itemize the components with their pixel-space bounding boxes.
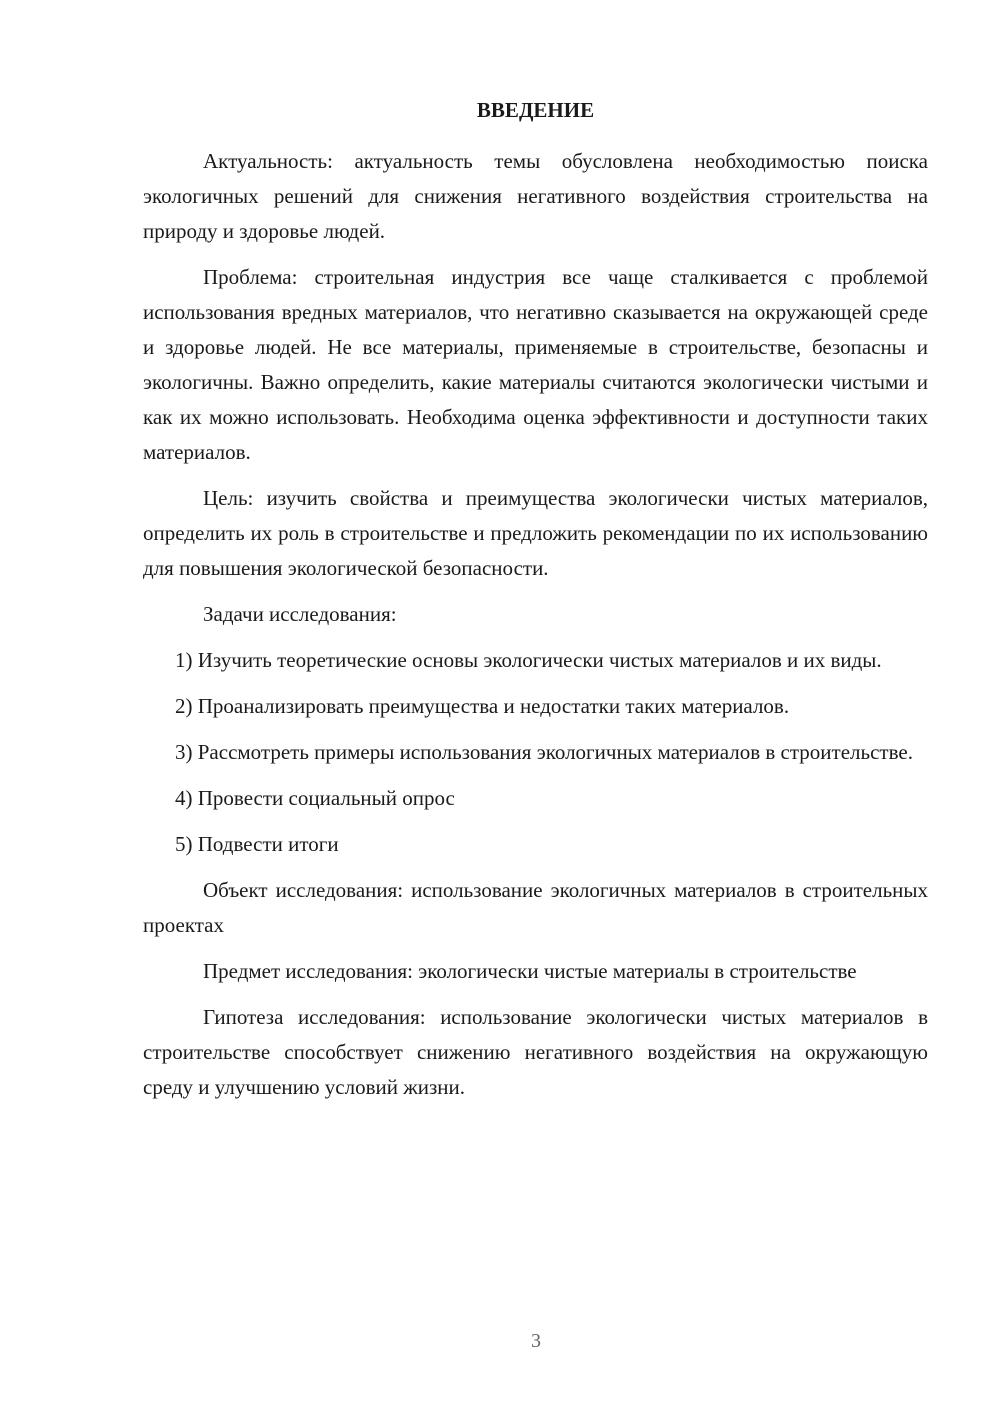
page-title: ВВЕДЕНИЕ bbox=[476, 98, 595, 122]
task-item-3: 3) Рассмотреть примеры использования экологичных материалов в строительстве. bbox=[175, 740, 913, 764]
task-item-5: 5) Подвести итоги bbox=[175, 832, 339, 856]
object-paragraph: Объект исследования: использование экологичных материалов в строительных проектах bbox=[143, 878, 928, 937]
task-item-1: 1) Изучить теоретические основы экологически чистых материалов и их виды. bbox=[175, 648, 882, 672]
hypothesis-paragraph: Гипотеза исследования: использование экологически чистых материалов в строительстве способствует снижению негативного воздействия на окружающую среду и улучшению условий жизни. bbox=[143, 1005, 928, 1099]
problem-paragraph: Проблема: строительная индустрия все чаще сталкивается с проблемой использования вредных материалов, что негативно сказывается на окружающей среде и здоровье людей. Не все материалы, применяемые в строительстве, безопасны и экологичны. Важно определить, какие материалы считаются экологически чистыми и как их можно использовать. Необходима оценка эффективности и доступности таких материалов. bbox=[143, 265, 928, 464]
goal-paragraph: Цель: изучить свойства и преимущества экологически чистых материалов, определить их роль в строительстве и предложить рекомендации по их использованию для повышения экологической безопасности. bbox=[143, 486, 928, 580]
tasks-title: Задачи исследования: bbox=[203, 602, 397, 626]
page-number: 3 bbox=[531, 1330, 541, 1352]
task-item-2: 2) Проанализировать преимущества и недостатки таких материалов. bbox=[175, 694, 790, 718]
relevance-paragraph: Актуальность: актуальность темы обусловлена необходимостью поиска экологичных решений для снижения негативного воздействия строительства на природу и здоровье людей. bbox=[143, 149, 928, 243]
subject-paragraph: Предмет исследования: экологически чистые материалы в строительстве bbox=[203, 959, 857, 983]
task-item-4: 4) Провести социальный опрос bbox=[175, 786, 455, 810]
document-page bbox=[143, 90, 928, 1116]
